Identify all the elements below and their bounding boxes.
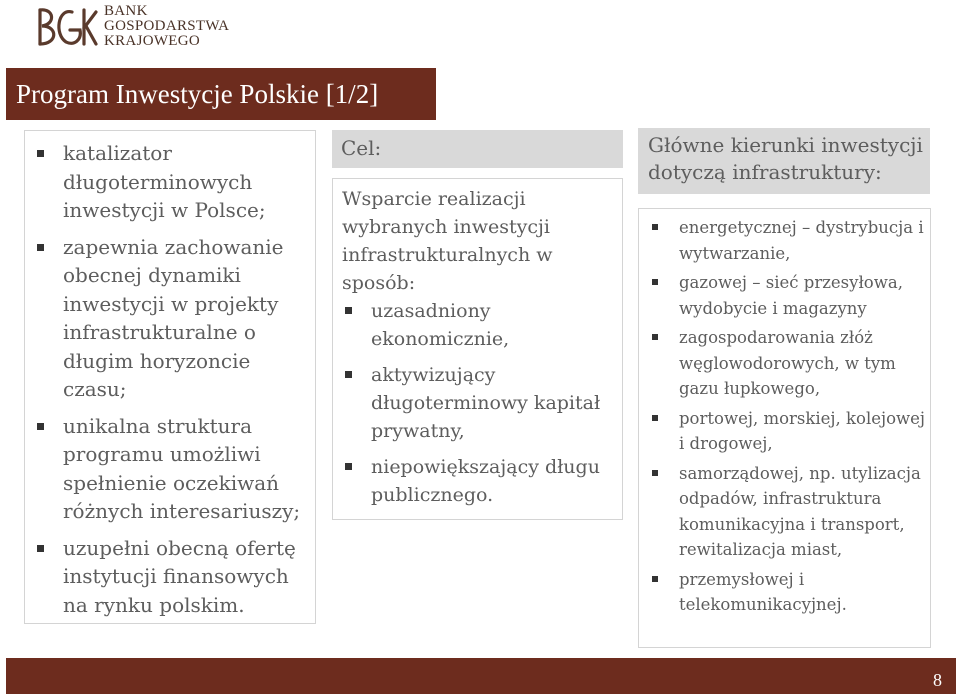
list-item: uzupełni obecną ofertę instytucji finansowych na rynku polskim. — [25, 534, 315, 620]
list-item: aktywizujący długoterminowy kapitał prywatny, — [342, 361, 616, 445]
goal-header: Cel: — [332, 130, 623, 168]
list-item: zapewnia zachowanie obecnej dynamiki inwestycji w projekty infrastrukturalne o długim horyzoncie czasu; — [25, 233, 315, 404]
list-item: niepowiększający długu publicznego. — [342, 453, 616, 509]
left-bullet-list — [25, 139, 315, 619]
list-item: samorządowej, np. utylizacja odpadów, infrastruktura komunikacyjna i transport, rewitalizacja miast, — [650, 461, 926, 563]
list-item: portowej, morskiej, kolejowej i drogowej, — [650, 406, 926, 457]
logo-wordmark — [104, 4, 229, 49]
title-bar — [6, 68, 436, 120]
bgk-monogram-icon — [32, 4, 98, 50]
page-number: 8 — [933, 670, 942, 690]
list-item: energetycznej – dystrybucja i wytwarzanie, — [650, 215, 926, 266]
list-item: zagospodarowania złóż węglowodorowych, w tym gazu łupkowego, — [650, 325, 926, 402]
left-panel — [24, 130, 316, 624]
logo-line-1: BANK — [104, 3, 148, 19]
bgk-logo — [32, 4, 262, 50]
list-item: gazowej – sieć przesyłowa, wydobycie i magazyny — [650, 270, 926, 321]
footer-bar — [6, 658, 956, 694]
logo-line-3: KRAJOWEGO — [104, 33, 201, 49]
list-item: przemysłowej i telekomunikacyjnej. — [650, 567, 926, 618]
page-title: Program Inwestycje Polskie [1/2] — [16, 78, 379, 109]
goal-panel — [332, 178, 623, 520]
goal-intro: Wsparcie realizacji wybranych inwestycji infrastrukturalnych w sposób: — [342, 188, 553, 294]
list-item: katalizator długoterminowych inwestycji w Polsce; — [25, 139, 315, 225]
list-item: uzasadniony ekonomicznie, — [342, 297, 616, 353]
directions-panel — [638, 208, 931, 648]
goal-bullet-list — [342, 297, 616, 509]
logo-line-2: GOSPODARSTWA — [104, 18, 230, 34]
directions-header: Główne kierunki inwestycji dotyczą infrastruktury: — [638, 128, 930, 194]
list-item: unikalna struktura programu umożliwi spełnienie oczekiwań różnych interesariuszy; — [25, 412, 315, 526]
directions-bullet-list — [650, 215, 926, 618]
